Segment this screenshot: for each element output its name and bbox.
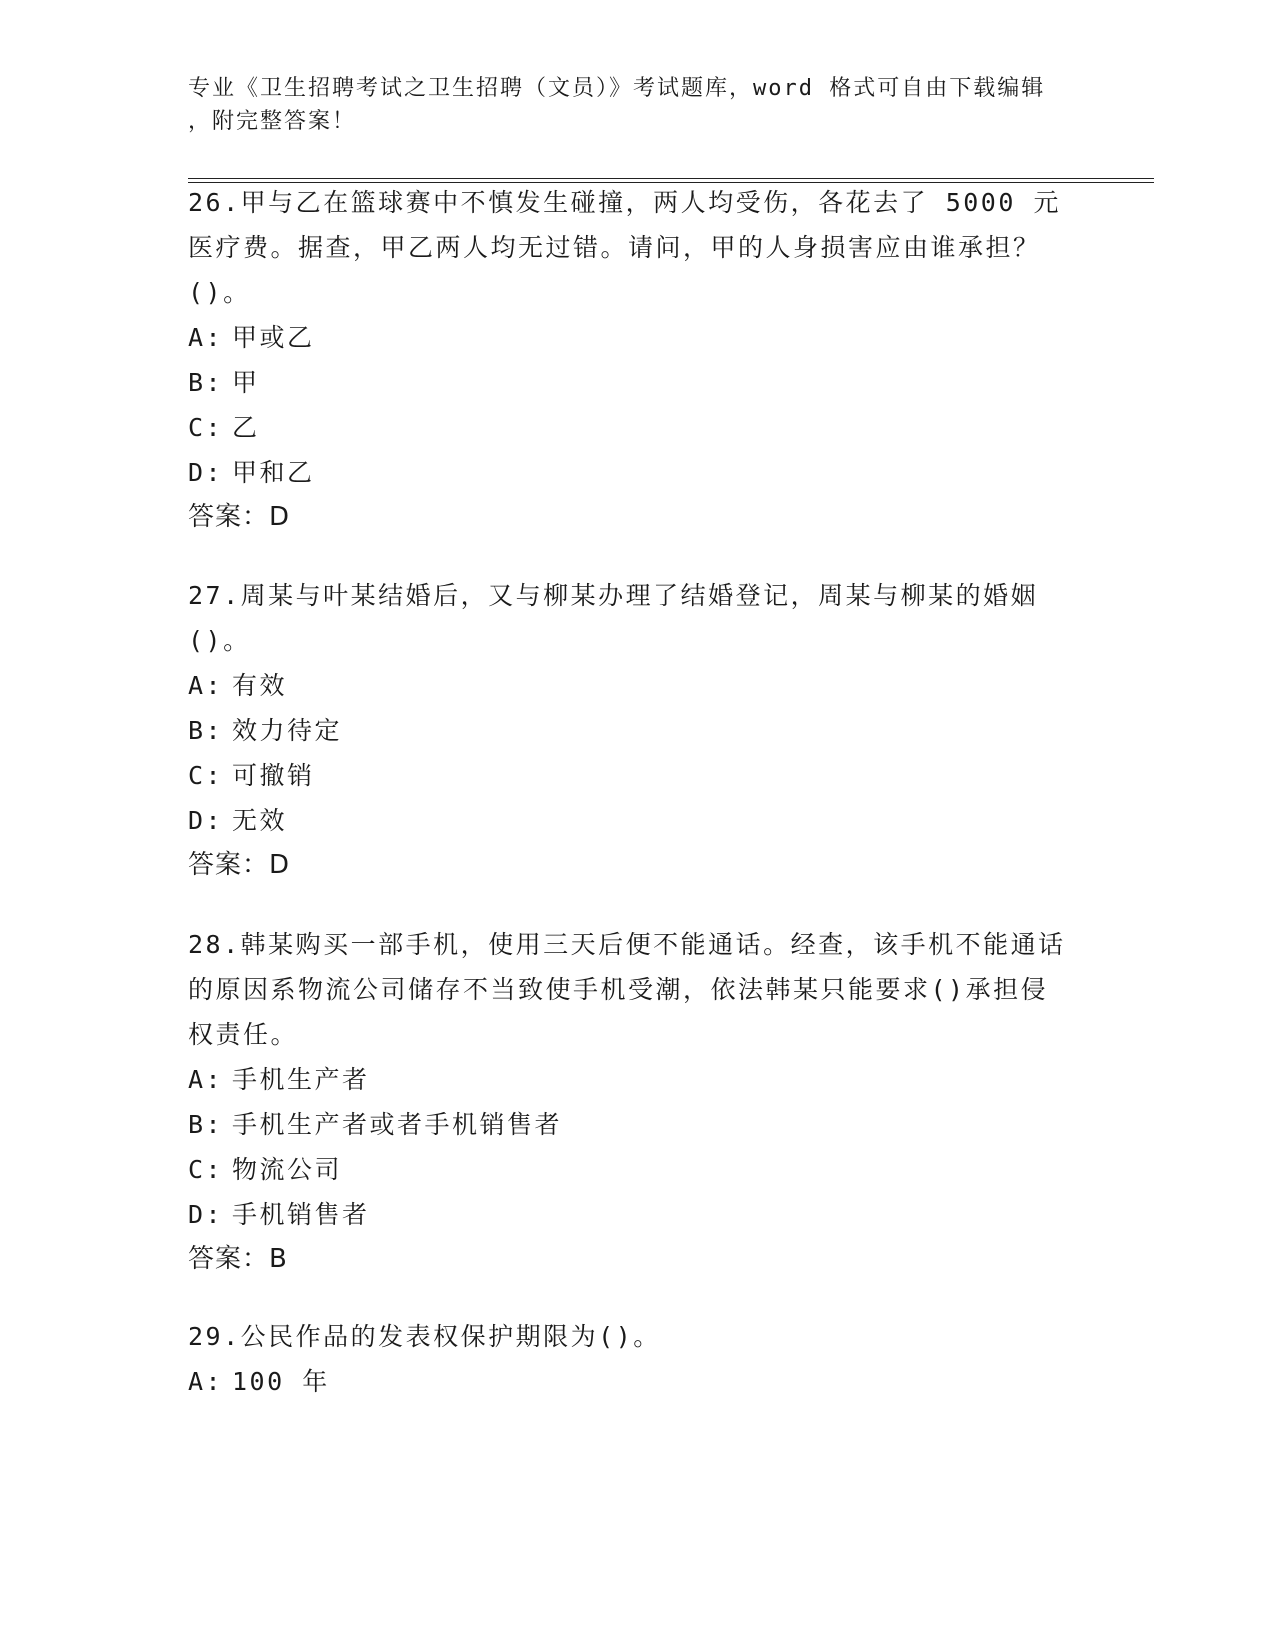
option-key: D: <box>188 458 224 487</box>
option-text: 效力待定 <box>232 716 343 745</box>
answer: 答案：B <box>188 1244 288 1274</box>
option-text: 可撤销 <box>232 761 315 790</box>
document-header <box>188 72 1068 138</box>
option-text: 甲 <box>232 368 260 397</box>
question-26 <box>188 180 1068 540</box>
option-a <box>188 1057 1068 1102</box>
option-b <box>188 1102 1068 1147</box>
option-text: 100 年 <box>232 1367 330 1396</box>
option-key: B: <box>188 368 224 397</box>
option-key: A: <box>188 323 224 352</box>
option-d <box>188 798 1068 843</box>
option-b <box>188 360 1068 405</box>
option-c <box>188 405 1068 450</box>
option-b <box>188 708 1068 753</box>
question-27 <box>188 573 1068 888</box>
option-key: D: <box>188 1200 224 1229</box>
question-stem: 26.甲与乙在篮球赛中不慎发生碰撞，两人均受伤，各花去了 5000 元医疗费。据查，甲乙两人均无过错。请问，甲的人身损害应由谁承担？()。 <box>188 188 1061 307</box>
option-text: 物流公司 <box>232 1155 343 1184</box>
header-line-2: ，附完整答案！ <box>188 109 357 134</box>
option-text: 有效 <box>232 671 288 700</box>
option-text: 甲或乙 <box>232 323 315 352</box>
answer: 答案：D <box>188 850 291 880</box>
option-key: A: <box>188 1367 224 1396</box>
option-text: 乙 <box>232 413 260 442</box>
option-text: 无效 <box>232 806 288 835</box>
question-stem: 28.韩某购买一部手机，使用三天后便不能通话。经查，该手机不能通话的原因系物流公司储存不当致使手机受潮，依法韩某只能要求()承担侵权责任。 <box>188 930 1066 1049</box>
option-key: C: <box>188 761 224 790</box>
option-a <box>188 1359 1068 1404</box>
option-d <box>188 1192 1068 1237</box>
option-a <box>188 315 1068 360</box>
question-stem: 27.周某与叶某结婚后，又与柳某办理了结婚登记，周某与柳某的婚姻()。 <box>188 581 1039 655</box>
option-a <box>188 663 1068 708</box>
option-key: C: <box>188 413 224 442</box>
header-line-1: 专业《卫生招聘考试之卫生招聘（文员）》考试题库，word 格式可自由下载编辑 <box>188 76 1046 101</box>
option-text: 手机销售者 <box>232 1200 370 1229</box>
option-c <box>188 753 1068 798</box>
option-key: B: <box>188 716 224 745</box>
question-28 <box>188 922 1068 1282</box>
option-key: A: <box>188 671 224 700</box>
option-text: 甲和乙 <box>232 458 315 487</box>
option-key: B: <box>188 1110 224 1139</box>
option-key: A: <box>188 1065 224 1094</box>
option-text: 手机生产者 <box>232 1065 370 1094</box>
answer: 答案：D <box>188 502 291 532</box>
option-d <box>188 450 1068 495</box>
question-29 <box>188 1314 1068 1404</box>
option-key: C: <box>188 1155 224 1184</box>
question-stem: 29.公民作品的发表权保护期限为()。 <box>188 1322 661 1351</box>
option-text: 手机生产者或者手机销售者 <box>232 1110 563 1139</box>
option-c <box>188 1147 1068 1192</box>
option-key: D: <box>188 806 224 835</box>
